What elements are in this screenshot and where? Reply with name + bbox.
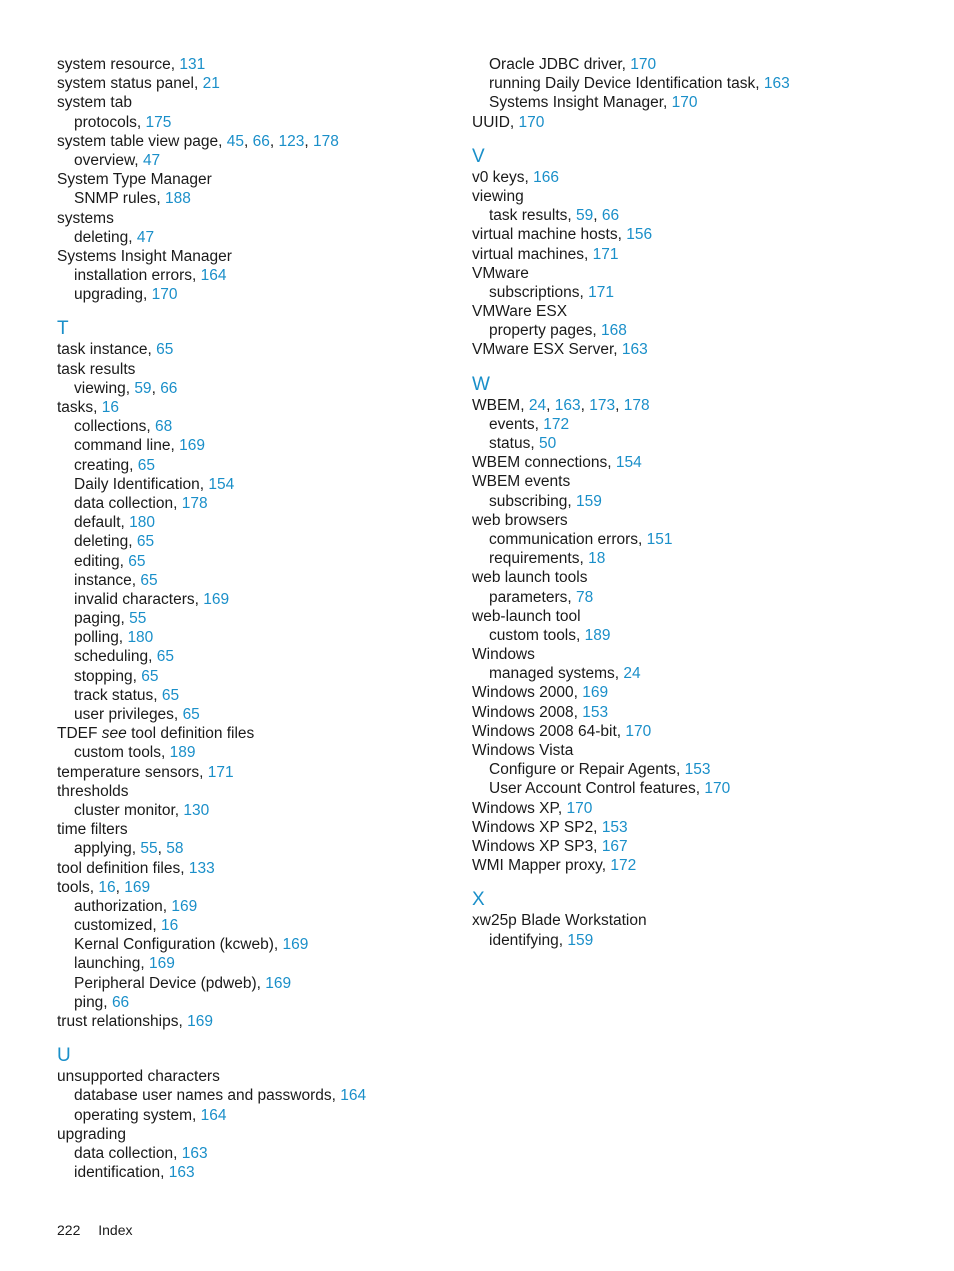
page-link[interactable]: 131 (179, 56, 206, 73)
index-entry (472, 856, 912, 875)
page-link[interactable]: 66 (111, 993, 130, 1011)
index-term: web-launch tool (472, 607, 581, 625)
index-entry (57, 724, 457, 743)
index-term: web browsers (472, 511, 568, 529)
page-link[interactable]: 172 (610, 857, 637, 875)
index-term: system resource, (57, 56, 176, 73)
page-link[interactable]: 163 (763, 75, 790, 93)
index-term: task results (57, 360, 136, 378)
index-entry (472, 568, 912, 587)
index-subentry (57, 513, 457, 532)
index-term: trust relationships, (57, 1013, 183, 1030)
index-entry (57, 340, 457, 359)
index-subentry (472, 321, 912, 340)
index-term: task instance, (57, 341, 152, 359)
page-link[interactable]: 66 (160, 379, 178, 397)
index-entry (472, 168, 912, 187)
index-term: Windows 2000, (472, 684, 578, 702)
index-term: authorization, (74, 897, 168, 915)
index-subentry (57, 590, 457, 609)
index-term: track status, (74, 686, 158, 704)
index-term: Peripheral Device (pdweb), (74, 974, 261, 992)
index-subentry (472, 626, 912, 645)
index-entry (57, 74, 457, 93)
index-term: requirements, (489, 550, 584, 568)
index-term: operating system, (74, 1106, 197, 1124)
index-term: polling, (74, 629, 124, 647)
page-link[interactable]: 164 (340, 1087, 367, 1105)
index-subentry (57, 609, 457, 628)
page-link[interactable]: 178 (312, 132, 339, 150)
index-letter-heading: W (472, 373, 490, 395)
page-link[interactable]: 123 (278, 132, 305, 150)
page-link[interactable]: 78 (576, 588, 594, 606)
page-link[interactable]: 169 (265, 974, 292, 992)
index-term: time filters (57, 821, 128, 839)
page-link[interactable]: 151 (646, 530, 673, 548)
index-term: Systems Insight Manager (57, 247, 232, 265)
page-link[interactable]: 178 (623, 396, 650, 414)
index-entry (472, 911, 912, 930)
page-link[interactable]: 159 (576, 492, 602, 510)
index-term: VMWare ESX (472, 303, 568, 321)
page-link[interactable]: 173 (589, 396, 616, 414)
index-term: ping, (74, 993, 108, 1011)
index-entry (57, 398, 457, 417)
see-target: tool definition files (131, 725, 255, 743)
index-term: tool definition files, (57, 859, 185, 877)
index-letter-heading: V (472, 145, 485, 167)
index-entry (472, 722, 912, 741)
index-subentry (57, 801, 457, 820)
index-term: Windows XP SP2, (472, 818, 598, 836)
index-term: Windows 2008, (472, 703, 578, 721)
index-letter-heading: T (57, 318, 69, 340)
index-subentry (57, 266, 457, 285)
index-entry (57, 1012, 457, 1031)
index-entry (57, 93, 457, 112)
page-link[interactable]: 164 (200, 267, 227, 285)
index-subentry (472, 588, 912, 607)
page-link[interactable]: 153 (601, 818, 628, 836)
page-link[interactable]: 180 (129, 514, 156, 532)
index-term: task results, (489, 207, 572, 225)
index-subentry (472, 93, 912, 112)
index-term: overview, (74, 151, 139, 169)
index-term: Kernal Configuration (kcweb), (74, 936, 279, 954)
index-subentry (57, 113, 457, 132)
index-term: viewing (472, 187, 524, 205)
index-entry (57, 859, 457, 878)
page-link[interactable]: 170 (671, 94, 698, 112)
index-term: virtual machines, (472, 245, 589, 263)
page-link[interactable]: 171 (592, 245, 619, 263)
index-term: identification, (74, 1164, 165, 1182)
index-term: VMware ESX Server, (472, 341, 618, 359)
page-link[interactable]: 65 (137, 456, 156, 474)
index-subentry (472, 415, 912, 434)
index-entry (472, 683, 912, 702)
index-term: property pages, (489, 322, 597, 340)
index-entry (472, 741, 912, 760)
index-term: communication errors, (489, 530, 643, 548)
page-link[interactable]: 154 (208, 475, 235, 493)
page-link[interactable]: 178 (181, 494, 208, 512)
index-subentry (472, 55, 912, 74)
index-subentry (57, 686, 457, 705)
index-subentry (57, 705, 457, 724)
page-link[interactable]: 18 (588, 550, 606, 568)
index-subentry (57, 954, 457, 973)
index-entry (57, 209, 457, 228)
page-link[interactable]: 170 (566, 799, 593, 817)
page-link[interactable]: 169 (124, 878, 151, 896)
page-link[interactable]: 16 (161, 917, 179, 935)
index-term: VMware (472, 264, 529, 282)
index-subentry (57, 571, 457, 590)
index-entry (472, 264, 912, 283)
index-term: deleting, (74, 533, 133, 551)
index-term: viewing, (74, 379, 130, 397)
index-term: database user names and passwords, (74, 1087, 336, 1105)
page-link[interactable]: 65 (136, 533, 155, 551)
index-subentry (57, 1106, 457, 1125)
page-link[interactable]: 66 (601, 207, 620, 225)
index-subentry: applying, 55, 58 (74, 840, 184, 858)
index-term: system tab (57, 94, 132, 112)
index-term: subscriptions, (489, 283, 584, 301)
page-link[interactable]: 55 (129, 610, 147, 628)
index-subentry (57, 436, 457, 455)
index-entry (57, 820, 457, 839)
index-entry (57, 1125, 457, 1144)
page-link[interactable]: 188 (165, 190, 191, 208)
page-link[interactable]: 45 (226, 132, 244, 150)
page-link[interactable]: 169 (179, 437, 205, 455)
page-link[interactable]: 163 (621, 341, 648, 359)
page-link[interactable]: 21 (202, 75, 220, 93)
page-link[interactable]: 164 (200, 1106, 227, 1124)
index-subentry: task results, 59, 66 (489, 207, 620, 225)
index-subentry (472, 283, 912, 302)
index-entry: WBEM, 24, 163, 173, 178 (472, 396, 650, 414)
index-entry (472, 818, 912, 837)
page-link[interactable]: 169 (282, 936, 309, 954)
index-term: upgrading (57, 1125, 126, 1143)
index-term: identifying, (489, 931, 564, 949)
page-link[interactable]: 156 (626, 226, 653, 244)
page-link[interactable]: 169 (582, 684, 609, 702)
index-term: WBEM events (472, 473, 571, 491)
index-entry (57, 247, 457, 266)
index-subentry (472, 434, 912, 453)
index-subentry (472, 74, 912, 93)
index-entry (472, 225, 912, 244)
index-term: Configure or Repair Agents, (489, 761, 681, 779)
index-subentry (57, 552, 457, 571)
page-link[interactable]: 65 (128, 552, 146, 570)
page-link[interactable]: 170 (630, 56, 657, 73)
page-link[interactable]: 55 (140, 840, 158, 858)
index-entry (472, 302, 912, 321)
page-number: 222 (57, 1222, 81, 1238)
index-term: launching, (74, 955, 145, 973)
page-link[interactable]: 130 (183, 801, 210, 819)
page-link[interactable]: 175 (145, 113, 172, 131)
page-link[interactable]: 65 (156, 341, 174, 359)
index-term: SNMP rules, (74, 190, 161, 208)
index-entry (57, 1067, 457, 1086)
page-link[interactable]: 153 (684, 761, 711, 779)
index-subentry (57, 1144, 457, 1163)
index-term: WBEM, (472, 396, 525, 414)
index-term: tasks, (57, 399, 98, 416)
page-link[interactable]: 47 (142, 151, 161, 169)
page-link[interactable]: 153 (582, 703, 609, 721)
index-subentry (57, 1086, 457, 1105)
index-term: events, (489, 415, 539, 433)
index-term: deleting, (74, 228, 133, 246)
index-column-left (57, 55, 457, 1182)
index-term: Windows (472, 646, 535, 664)
index-subentry (57, 628, 457, 647)
index-subentry (57, 935, 457, 954)
index-term: parameters, (489, 588, 572, 606)
index-subentry (57, 189, 457, 208)
page-link[interactable]: 154 (615, 454, 642, 472)
index-term: systems (57, 209, 114, 227)
index-term: cluster monitor, (74, 801, 180, 819)
index-entry (472, 645, 912, 664)
index-term: managed systems, (489, 665, 620, 683)
page-link[interactable]: 171 (207, 763, 234, 781)
page-link[interactable]: 133 (188, 859, 215, 877)
page-link[interactable]: 16 (98, 878, 116, 896)
page-link[interactable]: 47 (136, 228, 155, 246)
page-link[interactable]: 189 (584, 626, 611, 644)
page-link[interactable]: 163 (168, 1164, 195, 1182)
page-link[interactable]: 180 (127, 629, 154, 647)
index-entry (57, 360, 457, 379)
index-term: Windows XP SP3, (472, 837, 598, 855)
index-term: user privileges, (74, 706, 179, 723)
index-term: thresholds (57, 782, 129, 800)
index-subentry (57, 897, 457, 916)
page-link[interactable]: 163 (181, 1144, 208, 1162)
index-subentry (57, 667, 457, 686)
index-term: virtual machine hosts, (472, 226, 622, 244)
index-term: command line, (74, 437, 175, 455)
index-term: paging, (74, 610, 125, 628)
index-subentry (57, 916, 457, 935)
index-term: WMI Mapper proxy, (472, 857, 607, 875)
index-term: instance, (74, 571, 137, 589)
index-entry (57, 782, 457, 801)
page-link[interactable]: 16 (101, 399, 120, 416)
section-name: Index (98, 1222, 133, 1238)
index-subentry (472, 530, 912, 549)
index-subentry: viewing, 59, 66 (74, 379, 178, 397)
page-link[interactable]: 169 (171, 897, 198, 915)
index-letter-heading: X (472, 889, 485, 911)
index-term: data collection, (74, 1144, 178, 1162)
index-entry: tools, 16, 169 (57, 878, 151, 896)
index-term: stopping, (74, 667, 137, 685)
index-letter-heading: U (57, 1045, 71, 1067)
index-term: tools, (57, 878, 95, 896)
index-term: system table view page, (57, 132, 223, 150)
page-link[interactable]: 166 (533, 168, 560, 186)
index-entry (472, 703, 912, 722)
index-term: upgrading, (74, 286, 148, 304)
page-link[interactable]: 172 (543, 415, 570, 433)
page-link[interactable]: 65 (140, 571, 158, 589)
index-entry: system table view page, 45, 66, 123, 178 (57, 132, 339, 150)
index-term: editing, (74, 552, 124, 570)
index-subentry (57, 417, 457, 436)
index-term: protocols, (74, 113, 142, 131)
index-subentry (472, 549, 912, 568)
index-subentry (57, 532, 457, 551)
index-term: data collection, (74, 494, 178, 512)
page-link[interactable]: 170 (151, 286, 178, 304)
page-link[interactable]: 24 (528, 396, 547, 414)
index-term: collections, (74, 418, 151, 436)
index-entry (472, 837, 912, 856)
page-link[interactable]: 169 (203, 590, 230, 608)
page-link[interactable]: 170 (518, 113, 545, 131)
index-term: Windows 2008 64-bit, (472, 722, 622, 740)
page-link[interactable]: 59 (576, 207, 594, 225)
index-entry (57, 763, 457, 782)
index-term: Daily Identification, (74, 475, 205, 493)
page-link[interactable]: 163 (554, 396, 581, 414)
index-term: custom tools, (489, 626, 581, 644)
index-term: running Daily Device Identification task, (489, 75, 760, 93)
page-footer (57, 1222, 147, 1238)
index-subentry (57, 743, 457, 762)
page-link[interactable]: 65 (161, 686, 180, 704)
page-link[interactable]: 168 (601, 322, 627, 340)
page-link[interactable]: 59 (134, 379, 152, 397)
index-term: Systems Insight Manager, (489, 94, 668, 112)
page-link[interactable]: 189 (169, 744, 196, 762)
index-term: User Account Control features, (489, 780, 701, 798)
index-entry (57, 55, 457, 74)
index-subentry (472, 931, 912, 950)
index-subentry (57, 1163, 457, 1182)
index-subentry (57, 647, 457, 666)
index-subentry (57, 475, 457, 494)
index-subentry (472, 760, 912, 779)
index-term: System Type Manager (57, 171, 212, 189)
index-term: Oracle JDBC driver, (489, 56, 626, 73)
page-link[interactable]: 66 (252, 132, 270, 150)
index-term: WBEM connections, (472, 454, 612, 472)
page-link[interactable]: 159 (567, 931, 594, 949)
index-term: customized, (74, 917, 157, 935)
page-link[interactable]: 170 (625, 722, 652, 740)
page-link[interactable]: 68 (155, 418, 173, 436)
index-subentry (472, 664, 912, 683)
index-term: unsupported characters (57, 1068, 220, 1086)
index-subentry (57, 974, 457, 993)
see-reference: see (101, 725, 127, 743)
index-entry (472, 472, 912, 491)
index-term: system status panel, (57, 75, 199, 93)
page-link[interactable]: 65 (141, 667, 159, 685)
index-entry (472, 453, 912, 472)
index-subentry (57, 456, 457, 475)
index-term: installation errors, (74, 267, 197, 285)
index-entry (472, 113, 912, 132)
index-subentry (472, 779, 912, 798)
index-column-right (472, 55, 912, 950)
index-entry (57, 170, 457, 189)
index-term: v0 keys, (472, 168, 529, 186)
index-entry (472, 340, 912, 359)
index-term: applying, (74, 840, 137, 858)
page-link[interactable]: 169 (187, 1013, 213, 1030)
index-term: xw25p Blade Workstation (472, 912, 647, 930)
index-term: temperature sensors, (57, 763, 204, 781)
index-term: TDEF (57, 725, 98, 743)
page-link[interactable]: 169 (148, 955, 175, 973)
index-subentry (472, 492, 912, 511)
index-term: Windows XP, (472, 799, 563, 817)
index-term: UUID, (472, 113, 515, 131)
index-term: status, (489, 435, 535, 452)
index-term: Windows Vista (472, 742, 574, 759)
index-entry (472, 245, 912, 264)
index-subentry (57, 285, 457, 304)
page-link[interactable]: 171 (588, 283, 614, 301)
index-term: subscribing, (489, 492, 572, 510)
page-link[interactable]: 65 (182, 706, 200, 723)
page-link[interactable]: 58 (166, 840, 184, 858)
index-subentry (57, 228, 457, 247)
index-subentry (57, 993, 457, 1012)
index-term: custom tools, (74, 744, 166, 762)
index-entry (472, 607, 912, 626)
page-link[interactable]: 167 (601, 837, 628, 855)
index-entry (472, 187, 912, 206)
page-link[interactable]: 50 (538, 435, 557, 452)
index-subentry (57, 151, 457, 170)
index-term: default, (74, 514, 125, 532)
page-link[interactable]: 170 (704, 780, 731, 798)
index-term: creating, (74, 456, 134, 474)
index-subentry (57, 494, 457, 513)
index-entry (472, 799, 912, 818)
page-link[interactable]: 24 (623, 665, 641, 683)
index-term: web launch tools (472, 569, 588, 587)
page-link[interactable]: 65 (156, 648, 174, 666)
index-term: scheduling, (74, 648, 153, 666)
index-entry (472, 511, 912, 530)
index-term: invalid characters, (74, 590, 199, 608)
